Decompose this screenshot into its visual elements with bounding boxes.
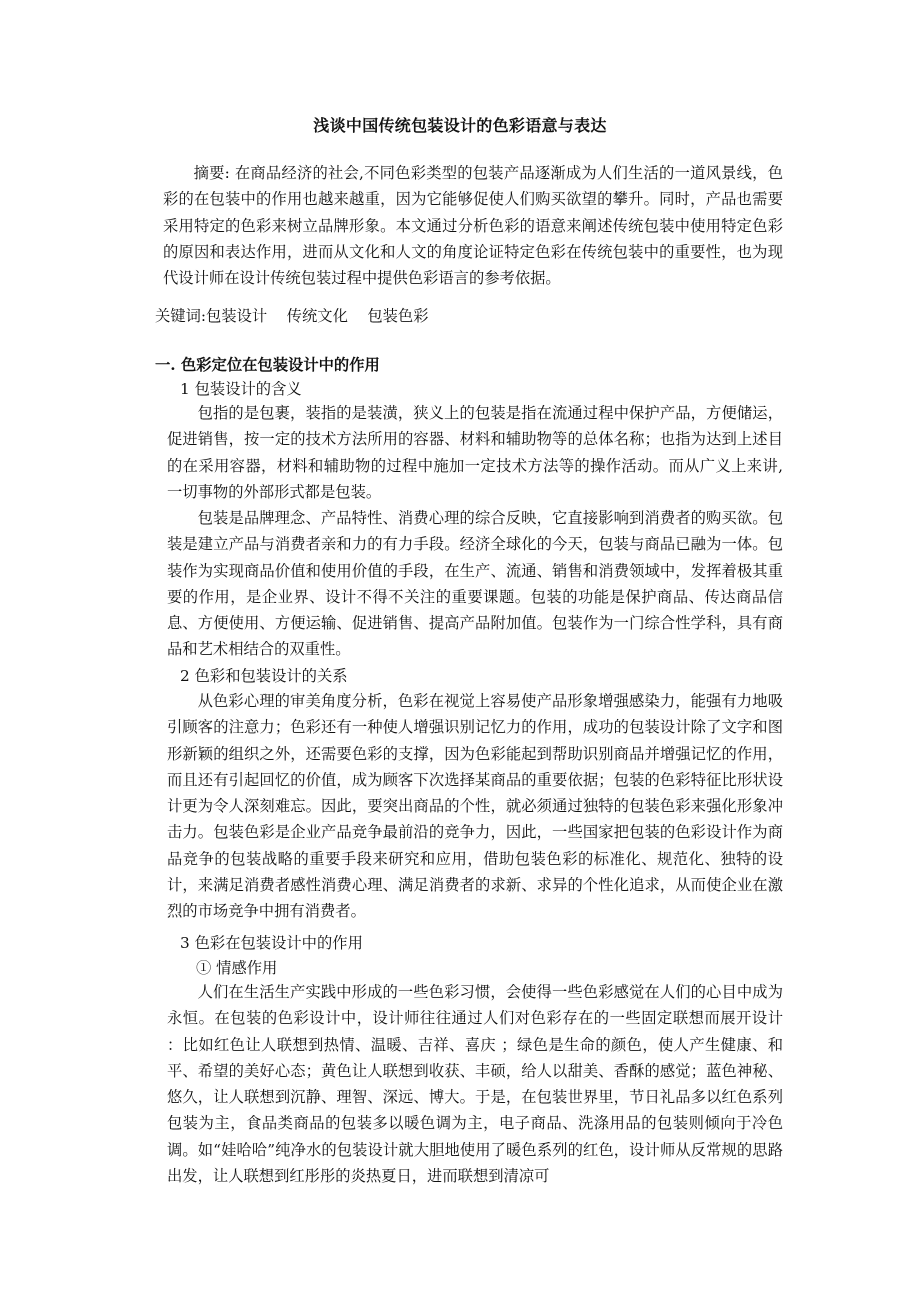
- subsection-2-paragraph-1: 从色彩心理的审美角度分析，色彩在视觉上容易使产品形象增强感染力，能强有力地吸引顾客的注意力；色彩还有一种使人增强识别记忆力的作用，成功的包装设计除了文字和图形新颖的组织之外，还需要色彩的支撑，因为色彩能起到帮助识别商品并增强记忆的作用，而且还有引起回忆的价值，成为顾客下次选择某商品的重要依据；包装的色彩特征比形状设计更为令人深刻难忘。因此，要突出商品的个性，就必须通过独特的包装色彩来强化形象冲击力。包装色彩是企业产品竞争最前沿的竞争力，因此，一些国家把包装的色彩设计作为商品竞争的包装战略的重要手段来研究和应用，借助包装色彩的标准化、规范化、独特的设计，来满足消费者感性消费心理、满足消费者的求新、求异的个性化追求，从而使企业在激烈的市场竞争中拥有消费者。: [167, 692, 783, 921]
- keywords-line: 关键词:包装设计 传统文化 包装色彩: [155, 307, 429, 325]
- section-1-heading: 一. 色彩定位在包装设计中的作用: [155, 356, 380, 374]
- subsection-1-paragraph-1: 包指的是包裹，装指的是装潢，狭义上的包装是指在流通过程中保护产品，方便储运，促进销售，按一定的技术方法所用的容器、材料和辅助物等的总体名称；也指为达到上述目的在采用容器，材料和辅助物的过程中施加一定技术方法等的操作活动。而从广义上来讲, 一切事物的外部形式都是包装。: [167, 404, 783, 501]
- subsection-3-paragraph-1: 人们在生活生产实践中形成的一些色彩习惯，会使得一些色彩感觉在人们的心目中成为永恒。在包装的色彩设计中，设计师往往通过人们对色彩存在的一些固定联想而展开设计 ：比如红色让人联想到热情、温暖、吉祥、喜庆 ；绿色是生命的颜色，使人产生健康、和平、希望的美好心态；黄色让人联想到收获、丰硕，给人以甜美、香酥的感觉；蓝色神秘、悠久，让人联想到沉静、理智、深远、博大。于是，在包装世界里，节日礼品多以红色系列包装为主，食品类商品的包装多以暖色调为主，电子商品、洗涤用品的包装则倾向于冷色调。如“娃哈哈”纯净水的包装设计就大胆地使用了暖色系列的红色，设计师从反常规的思路出发，让人联想到红彤彤的炎热夏日，进而联想到清凉可: [167, 983, 783, 1186]
- subsection-2-heading: 2 色彩和包装设计的关系: [180, 667, 348, 685]
- abstract-paragraph: 摘要: 在商品经济的社会,不同色彩类型的包装产品逐渐成为人们生活的一道风景线，色彩的在包装中的作用也越来越重，因为它能够促使人们购买欲望的攀升。同时，产品也需要采用特定的色彩来树立品牌形象。本文通过分析色彩的语意来阐述传统包装中使用特定色彩的原因和表达作用，进而从文化和人文的角度论证特定色彩在传统包装中的重要性，也为现代设计师在设计传统包装过程中提供色彩语言的参考依据。: [163, 164, 783, 288]
- subsection-1-paragraph-2: 包装是品牌理念、产品特性、消费心理的综合反映，它直接影响到消费者的购买欲。包装是建立产品与消费者亲和力的有力手段。经济全球化的今天，包装与商品已融为一体。包装作为实现商品价值和使用价值的手段，在生产、流通、销售和消费领域中，发挥着极其重要的作用，是企业界、设计不得不关注的重要课题。包装的功能是保护商品、传达商品信息、方便使用、方便运输、促进销售、提高产品附加值。包装作为一门综合性学科，具有商品和艺术相结合的双重性。: [167, 509, 783, 659]
- document-title: 浅谈中国传统包装设计的色彩语意与表达: [313, 116, 607, 135]
- item-1-heading: ① 情感作用: [196, 959, 278, 977]
- subsection-3-heading: 3 色彩在包装设计中的作用: [180, 934, 363, 952]
- subsection-1-heading: 1 包装设计的含义: [180, 380, 302, 398]
